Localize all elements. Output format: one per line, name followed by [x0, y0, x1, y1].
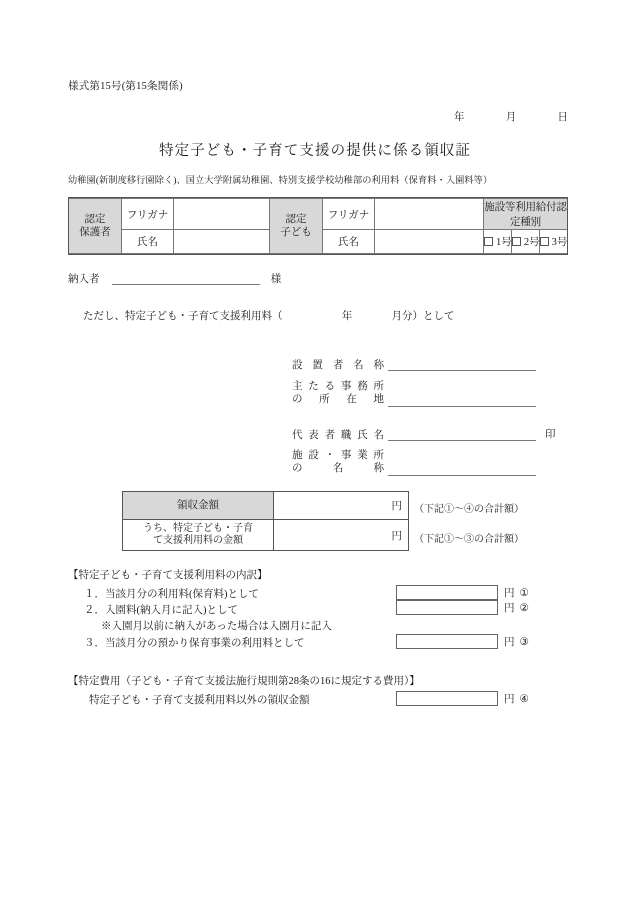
page-title: 特定子ども・子育て支援の提供に係る領収証 — [159, 143, 471, 159]
establisher-name-row — [292, 357, 536, 374]
child-label-cell — [270, 199, 323, 254]
breakdown-item-3-mark: ③ — [519, 637, 529, 648]
breakdown-item-2-input[interactable] — [396, 600, 498, 615]
receipt-amount-unit: 円 — [391, 501, 402, 512]
special-cost-item-suffix — [504, 691, 529, 706]
breakdown-item-2-label: ２．入園料(納入月に記入)として — [84, 605, 238, 616]
guardian-furigana-label: フリガナ — [122, 199, 174, 230]
category-header: 施設等利用給付認定種別 — [484, 199, 568, 230]
breakdown-item-3-suffix — [504, 634, 529, 649]
payer-row — [68, 270, 281, 286]
payer-honorific: 様 — [270, 274, 282, 285]
support-fee-amount-note: （下記①～③の合計額） — [414, 534, 524, 545]
breakdown-heading: 【特定子ども・子育て支援利用料の内訳】 — [68, 570, 268, 581]
category-1-label: 1号 — [496, 237, 512, 248]
guardian-name-input[interactable] — [174, 230, 270, 254]
breakdown-item-2-unit: 円 — [504, 603, 515, 614]
category-option-3[interactable] — [539, 230, 567, 254]
breakdown-item-1-unit: 円 — [504, 588, 515, 599]
checkbox-icon[interactable] — [540, 237, 549, 246]
child-label-line2: 子ども — [280, 227, 312, 238]
date-year-label: 年 — [454, 112, 465, 123]
child-furigana-input[interactable] — [375, 199, 484, 230]
guardian-furigana-input[interactable] — [174, 199, 270, 230]
date-month-label: 月 — [505, 112, 517, 123]
office-address-input[interactable] — [388, 393, 536, 407]
special-cost-item-input[interactable] — [396, 691, 498, 706]
support-fee-amount-unit: 円 — [391, 530, 402, 542]
breakdown-item-2-suffix — [504, 600, 529, 615]
receipt-amount-cell[interactable] — [274, 492, 409, 520]
purpose-month-label: 月分）として — [391, 311, 455, 322]
special-cost-item-label: 特定子ども・子育て支援利用料以外の領収金額 — [89, 695, 310, 706]
office-address-label-line1: 主たる事務所 — [292, 381, 384, 392]
seal-label: 印 — [545, 429, 556, 440]
facility-name-label-line1: 施設・事業所 — [292, 450, 384, 461]
amount-table — [122, 491, 409, 551]
support-fee-amount-label — [123, 520, 274, 551]
child-furigana-label: フリガナ — [323, 199, 375, 230]
establisher-name-label: 設置者名称 — [292, 359, 384, 371]
breakdown-item-1-mark: ① — [519, 588, 529, 599]
facility-name-label-line2: の名称 — [292, 463, 384, 475]
payer-label: 納入者 — [68, 274, 100, 285]
child-label-line1: 認定 — [285, 213, 307, 225]
support-fee-label-line1: うち、特定子ども・子育 — [143, 522, 253, 534]
representative-input[interactable] — [388, 427, 536, 441]
page-subtitle: 幼稚園(新制度移行園除く)、国立大学附属幼稚園、特別支援学校幼稚部の利用料（保育料・入園料等） — [68, 175, 493, 185]
breakdown-item-3-unit: 円 — [504, 637, 515, 648]
purpose-line — [83, 308, 455, 323]
breakdown-item-3-input[interactable] — [396, 634, 498, 649]
guardian-label-line1: 認定 — [84, 213, 106, 225]
establisher-name-input[interactable] — [388, 357, 536, 371]
date-day-label: 日 — [557, 112, 568, 123]
checkbox-icon[interactable] — [512, 237, 521, 246]
receipt-amount-label: 領収金額 — [123, 492, 274, 520]
guardian-label-line2: 保護者 — [79, 227, 111, 238]
date-line — [454, 109, 568, 124]
breakdown-item-2-mark: ② — [519, 603, 529, 614]
special-cost-heading: 【特定費用（子ども・子育て支援法施行規則第28条の16に規定する費用）】 — [68, 676, 420, 687]
receipt-amount-note: （下記①～④の合計額） — [414, 504, 524, 515]
office-address-row — [292, 380, 536, 410]
category-option-1[interactable] — [484, 230, 512, 254]
guardian-label-cell — [69, 199, 122, 254]
office-address-label — [292, 380, 384, 407]
guardian-name-label: 氏名 — [122, 230, 174, 254]
purpose-prefix: ただし、特定子ども・子育て支援利用料（ — [83, 311, 283, 322]
form-number: 様式第15号(第15条関係) — [68, 81, 183, 92]
payer-input[interactable] — [112, 270, 260, 285]
special-cost-item-unit: 円 — [504, 694, 515, 705]
certification-table — [68, 197, 568, 255]
checkbox-icon[interactable] — [484, 237, 493, 246]
special-cost-item-mark: ④ — [519, 694, 529, 705]
breakdown-item-1-input[interactable] — [396, 585, 498, 600]
category-3-label: 3号 — [551, 237, 568, 248]
table-row — [123, 492, 409, 520]
breakdown-note: ※入園月以前に納入があった場合は入園月に記入 — [101, 621, 332, 632]
representative-label: 代表者職氏名 — [292, 429, 384, 441]
child-name-label: 氏名 — [323, 230, 375, 254]
representative-row — [292, 426, 556, 444]
facility-name-input[interactable] — [388, 462, 536, 476]
facility-name-row — [292, 449, 536, 479]
table-row — [123, 520, 409, 551]
support-fee-label-line2: て支援利用料の金額 — [153, 535, 243, 546]
child-name-input[interactable] — [375, 230, 484, 254]
breakdown-item-1-suffix — [504, 585, 529, 600]
category-option-2[interactable] — [511, 230, 539, 254]
purpose-year-label: 年 — [341, 311, 353, 322]
facility-name-label — [292, 449, 384, 476]
breakdown-item-1-label: １．当該月分の利用料(保育料)として — [84, 589, 259, 600]
category-2-label: 2号 — [523, 237, 540, 248]
office-address-label-line2: の所在地 — [292, 394, 384, 406]
support-fee-amount-cell[interactable] — [274, 520, 409, 551]
breakdown-item-3-label: ３．当該月分の預かり保育事業の利用料として — [84, 638, 305, 649]
